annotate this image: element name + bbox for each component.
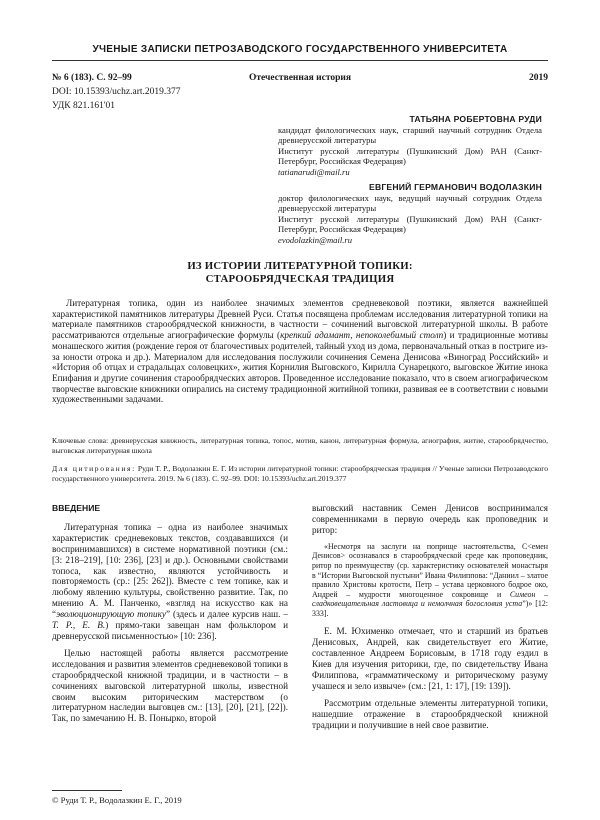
- doi: DOI: 10.15393/uchz.art.2019.377: [52, 87, 181, 97]
- footnote-rule: [52, 790, 122, 791]
- paragraph: Е. М. Юхименко отмечает, что и старший из братьев Денисовых, Андрей, как свидетельствует его Житие, составленное Андреем Борисовым, в 1718 году ездил в Киев для изучения риторики, где, по свидетельству Ивана Филиппова, «грамматическому и риторическому разуму учашеся и зело извыче» (см.: [21, 1: 17], [19: 139]).: [312, 626, 548, 691]
- abstract: [52, 298, 548, 405]
- abstract-italic: крепкий адамант, непоколебимый столп: [280, 330, 444, 341]
- udk: УДК 821.161'01: [52, 101, 116, 111]
- italic-text: эволюционирующую топику: [56, 609, 166, 620]
- article-title-line-2: СТАРООБРЯДЧЕСКАЯ ТРАДИЦИЯ: [205, 273, 395, 285]
- block-quote: [312, 542, 548, 619]
- author-email[interactable]: evodolazkin@mail.ru: [278, 234, 353, 245]
- copyright: © Руди Т. Р., Водолазкин Е. Г., 2019: [52, 795, 182, 805]
- italic-text: Т. Р., Е. В.: [52, 620, 106, 631]
- abstract-text-2: ) и традиционные мотивы монашеского жития (рождение героя от благочестивых родителей, тайный уход из дома, первоначальный отказ в постриге из-за юности отрока и др.). Материалом для исследования послужили сочинения Семена Денисова «Виноград Российский» и «История об отцах и страдальцах соловецких», жития Корнилия Выговского, Кирилла Сунарецкого, выговское Житие инока Епифания и другие сочинения старообрядческих авторов. Проведенное исследование показало, что в своем агиографическом творчестве выговские книжники опирались на систему традиционной житийной топики, развивая ее в соответствии с новыми художественными задачами.: [52, 330, 548, 405]
- citation-label: Для цитирования:: [52, 464, 136, 473]
- keywords: Ключевые слова: древнерусская книжность, литературная топика, топос, мотив, канон, литературная формула, агиография, житие, старообрядчество, выговская литературная школа: [52, 436, 548, 455]
- right-column: [312, 503, 548, 731]
- abstract-text-1: Литературная топика, один из наиболее значимых элементов средневековой поэтики, является важнейшей характеристикой памятников литературы Древней Руси. Статья посвящена проблемам исследования литературной топики на материале памятников старообрядческой книжности, в частности – сочинений выговской литературной школы. В работе рассматриваются отдельные агиографические формулы (: [52, 298, 548, 341]
- journal-title: УЧЕНЫЕ ЗАПИСКИ ПЕТРОЗАВОДСКОГО ГОСУДАРСТВЕННОГО УНИВЕРСИТЕТА: [92, 44, 508, 55]
- author-info-1: [278, 114, 542, 178]
- citation-text: Руди Т. Р., Водолазкин Е. Г. Из истории литературной топики: старообрядческая традиция // Ученые записки Петрозаводского государственного университета. 2019. № 6 (183). С. 92–99. DOI: 10.15393/uchz.art.2019.377: [52, 464, 549, 483]
- paragraph-text: Литературная топика – одна из наиболее значимых характеристик средневековых текстов, создававшихся (и воспринимавшихся) в системе нормативной поэтики (см.: [3: 218–219], [10: 236], [23] и др.). Основными свойствами топоса, как известно, являются устойчивость и повторяемость (ср.: [25: 262]). Вместе с тем топике, как и любому явлению культуры, свойственно развитие. Так, по мнению А. М. Панченко, «взгляд на искусство как на “: [52, 521, 288, 620]
- article-title: [52, 260, 548, 286]
- paragraph: выговский наставник Семен Денисов воспринимался современниками в первую очередь как проповедник и ритор:: [312, 503, 548, 535]
- author-name: ЕВГЕНИЙ ГЕРМАНОВИЧ ВОДОЛАЗКИН: [369, 182, 542, 192]
- article-title-line-1: ИЗ ИСТОРИИ ЛИТЕРАТУРНОЙ ТОПИКИ:: [187, 260, 413, 272]
- author-email[interactable]: tatianarudi@mail.ru: [278, 166, 350, 177]
- author-info-2: [278, 182, 542, 246]
- citation: [52, 464, 548, 483]
- quote-text: «Несмотря на заслуги на поприще настоятельства, С<емен Денисов> осознавался в старообрядческой среде как проповедник, ритор по преимуществу (ср. характеристику основателей монастыря в “Истории Выговской пустыни” Ивана Филиппова: “Даниил – златое правило Христовы кротости, Петр – устава церковного бодрое око, Андрей – мудрости многоценное сокровище и: [312, 541, 548, 599]
- year: 2019: [529, 73, 548, 83]
- author-name: ТАТЬЯНА РОБЕРТОВНА РУДИ: [409, 114, 542, 124]
- left-column: [52, 503, 288, 724]
- author-degree: кандидат филологических наук, старший научный сотрудник Отдела древнерусской литературы: [278, 124, 542, 146]
- paragraph-text: ” (здесь и далее курсив наш. –: [165, 609, 288, 620]
- author-institute: Институт русской литературы (Пушкинский Дом) РАН (Санкт-Петербург, Российская Федерация): [278, 213, 542, 235]
- section-name: Отечественная история: [248, 73, 352, 83]
- section-heading: ВВЕДЕНИЕ: [52, 503, 101, 513]
- paragraph: Рассмотрим отдельные элементы литературной топики, нашедшие отражение в старообрядческой книжной традиции и получившие в ней свое развитие.: [312, 697, 548, 730]
- header-rule: [52, 60, 548, 61]
- paragraph: Целью настоящей работы является рассмотрение исследования и развития элементов средневековой топики в старообрядческой книжной традиции, и в частности – в сочинениях выговской литературной школы, известной своим высоким риторическим мастерством (о литературном наследии выговцев см.: [13], [20], [21], [22]). Так, по замечанию Н. В. Понырко, второй: [52, 647, 288, 724]
- paragraph-text: ) прямо-таки завещан нам фольклором и древнерусской письменностью» [10: 236].: [52, 620, 288, 641]
- italic-text: Симеон – сладковещательная ластовица и немолчная богословия уста: [312, 589, 548, 609]
- author-institute: Институт русской литературы (Пушкинский Дом) РАН (Санкт-Петербург, Российская Федерация): [278, 145, 542, 167]
- quote-text: ”)» [12: 333].: [312, 599, 548, 618]
- author-degree: доктор филологических наук, ведущий научный сотрудник Отдела древнерусской литературы: [278, 192, 542, 214]
- issue-info: № 6 (183). С. 92–99: [52, 73, 132, 83]
